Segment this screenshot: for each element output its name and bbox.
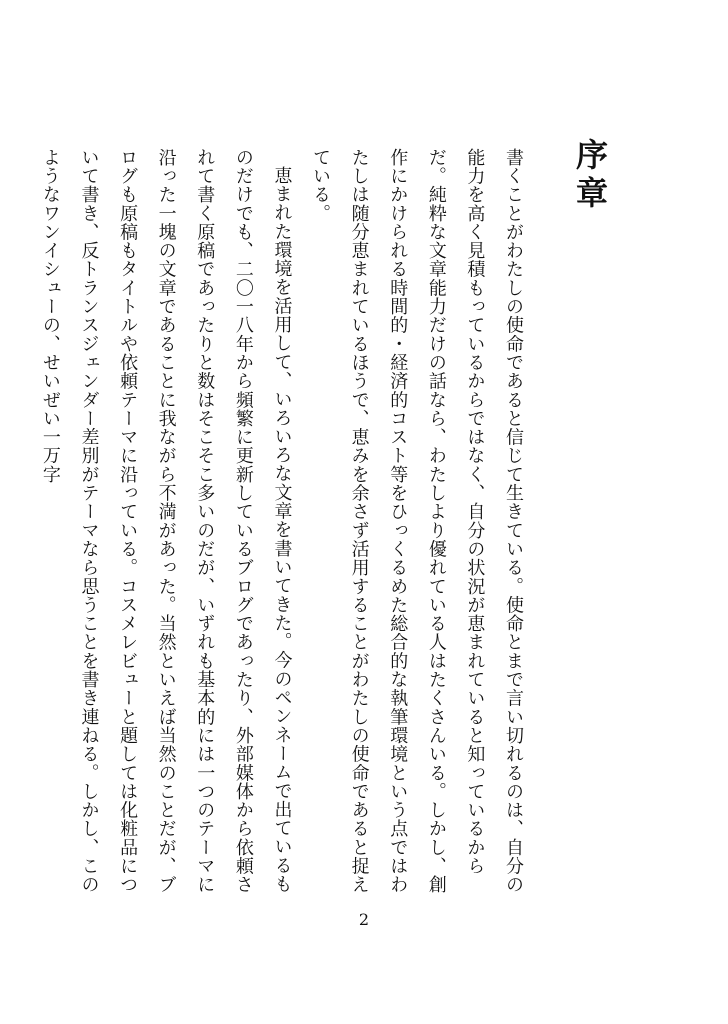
body-text	[39, 148, 532, 900]
paragraph: 書くことがわたしの使命であると信じて生きている。使命とまで言い切れるのは、自分の能力を高く見積もっているからではなく、自分の状況が恵まれていると知っているからだ。純粋な文章能力だけの話なら、わたしより優れている人はたくさんいる。しかし、創作にかけられる時間的・経済的コスト等をひっくるめた総合的な執筆環境という点ではわたしは随分恵まれているほうで、恵みを余さず活用することがわたしの使命であると捉えている。	[310, 148, 524, 894]
page-number: 2	[358, 910, 370, 929]
chapter-title: 序章	[571, 138, 609, 214]
paragraph: 恵まれた環境を活用して、いろいろな文章を書いてきた。今のペンネームで出ているものだけでも、二〇一八年から頻繁に更新しているブログであったり、外部媒体から依頼されて書く原稿であったりと数はそこそこ多いのだが、いずれも基本的には一つのテーマに沿った一塊の文章であることに我ながら不満があった。当然といえば当然のことだが、ブログも原稿もタイトルや依頼テーマに沿っている。コスメレビューと題しては化粧品について書き、反トランスジェンダー差別がテーマなら思うことを書き連ねる。しかし、このようなワンイシューの、せいぜい一万字	[39, 148, 293, 894]
